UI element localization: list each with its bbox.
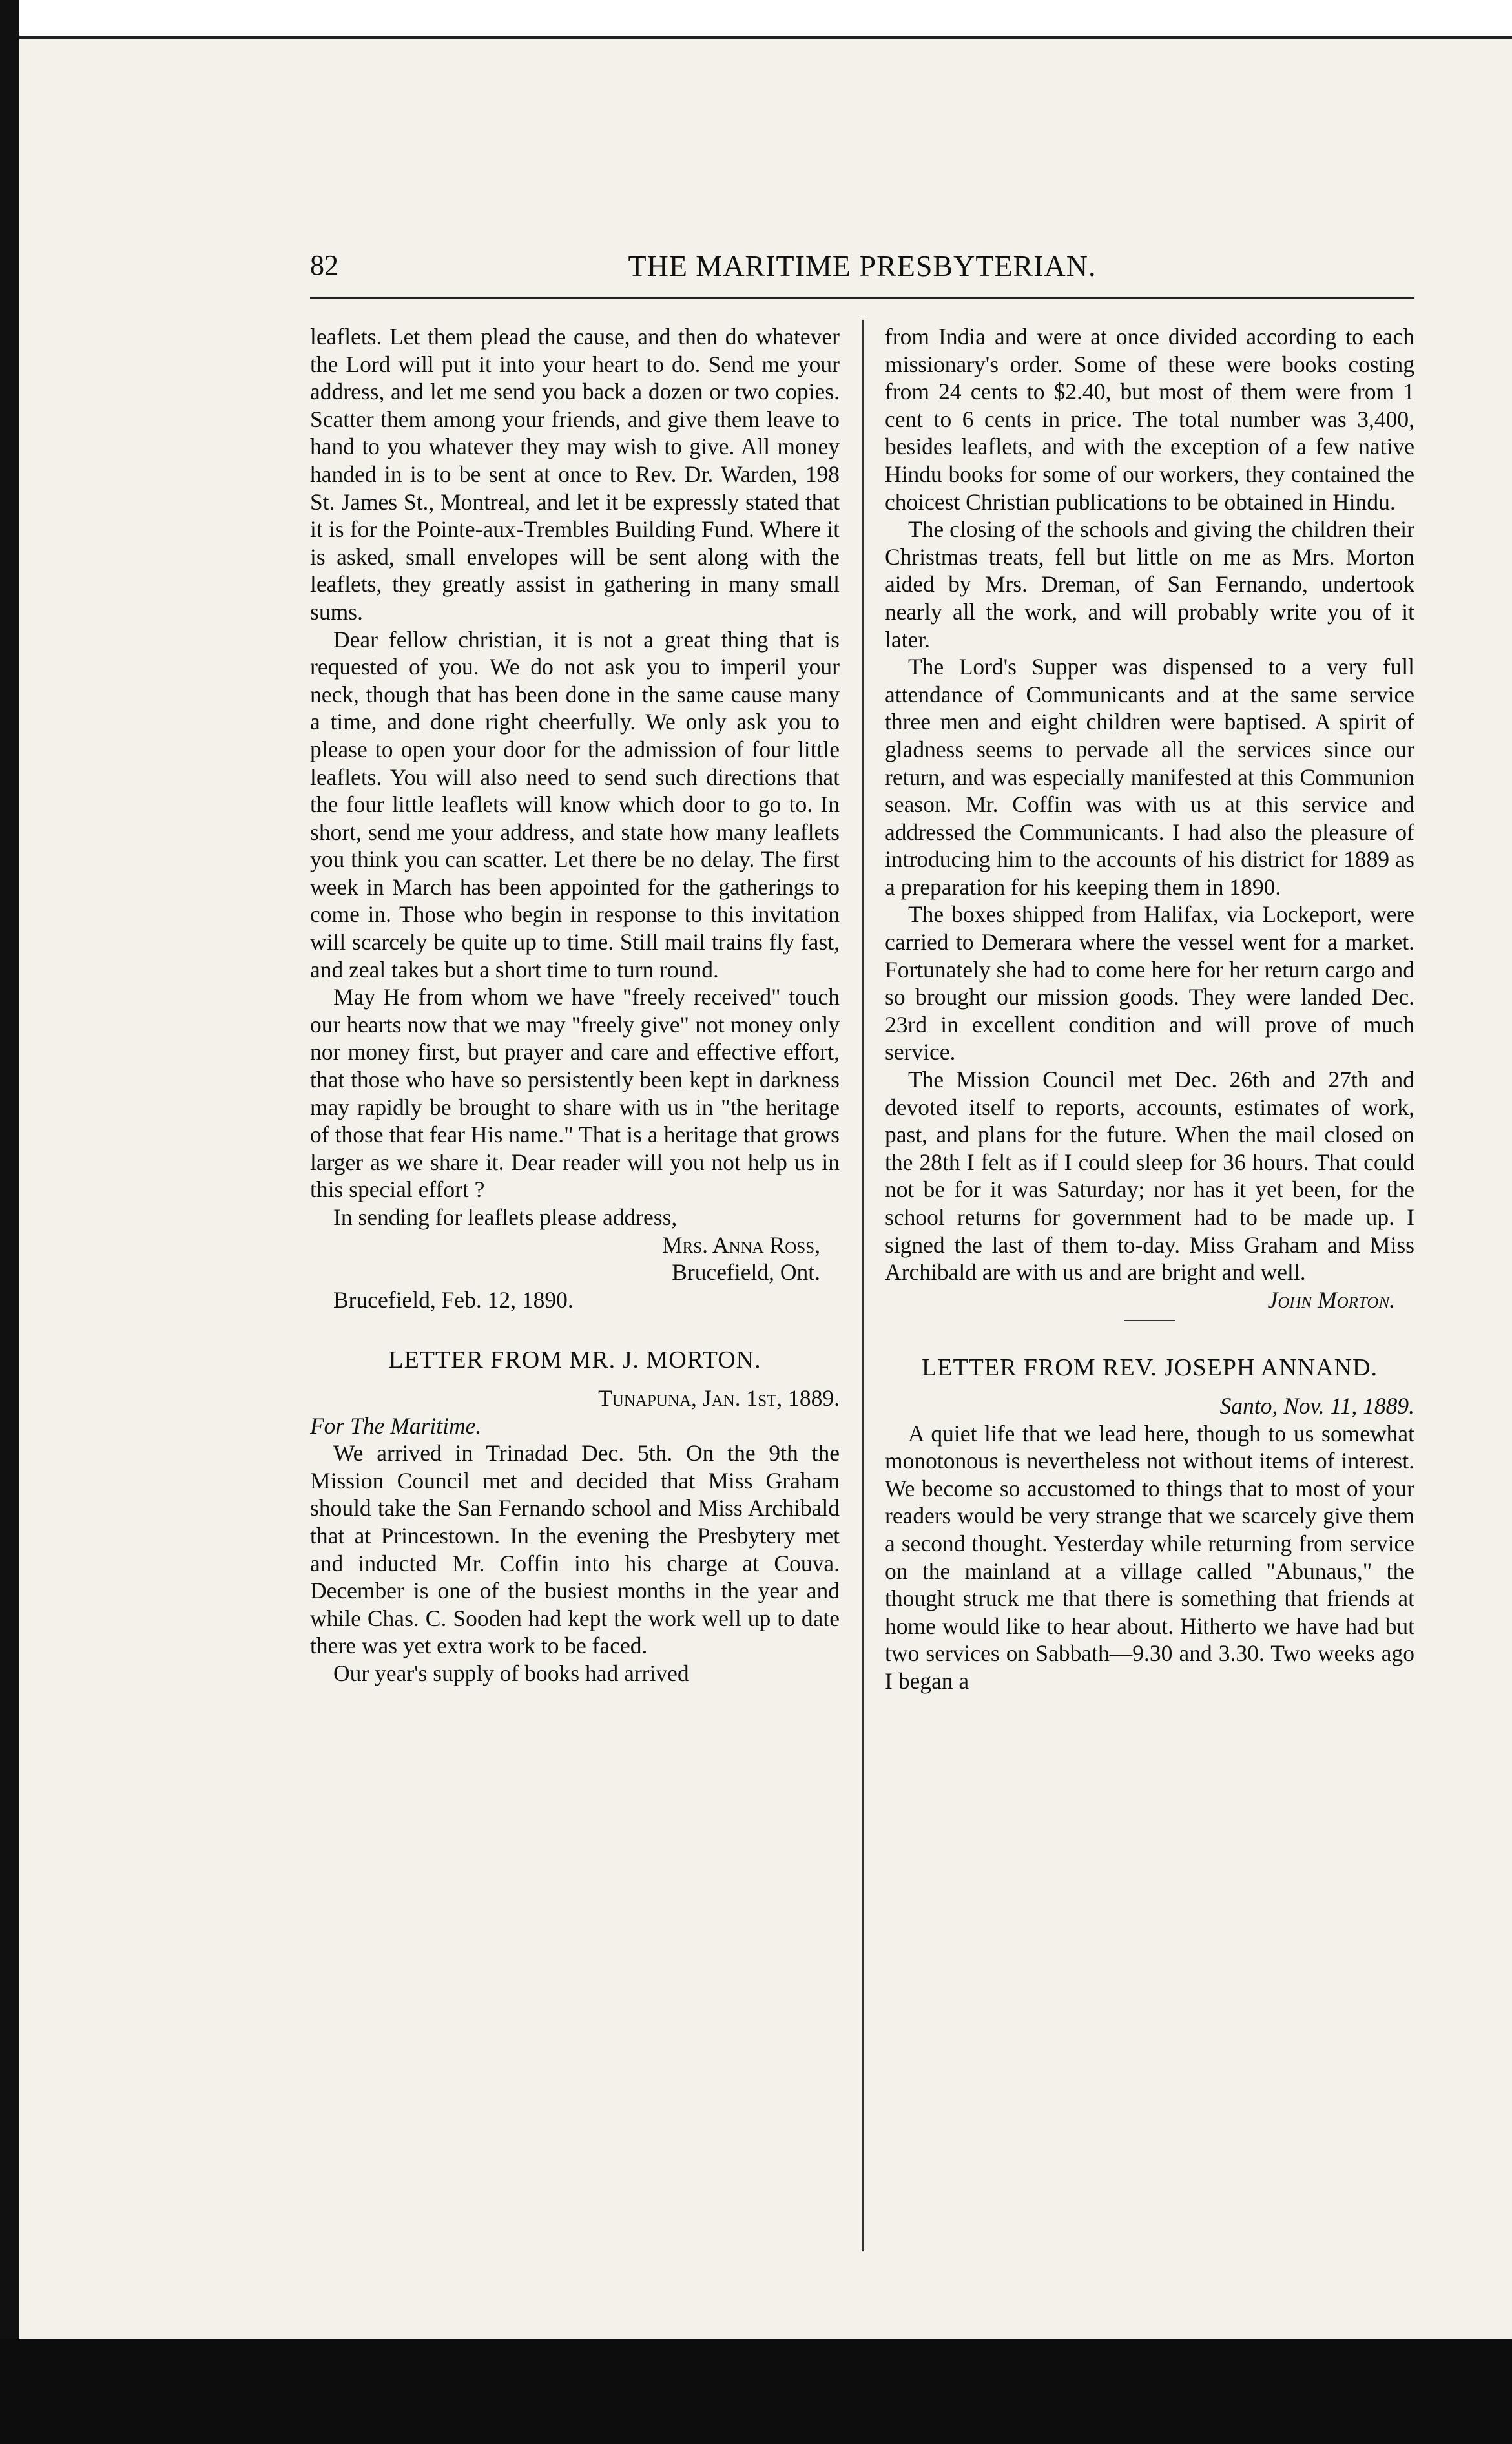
page-number: 82 (310, 249, 338, 281)
letter-dateline-morton: Tunapuna, Jan. 1st, 1889. (598, 1384, 840, 1411)
scan-top-edge (0, 0, 1512, 39)
annand-paragraph-1: A quiet life that we lead here, though to us somewhat monotonous is nevertheless not without items of interest. We become so accustomed to things that to most of your readers would be very strange that we scarcely give them a second thought. Yesterday while returning from service on the mainland at a village called "Abunaus," the thought struck me that there is something that friends at home would like to hear about. Hitherto we have had but two services on Sabbath—9.30 and 3.30. Two weeks ago I began a (885, 1420, 1414, 1694)
right-paragraph-4: The boxes shipped from Halifax, via Lockeport, were carried to Demerara where the vessel went for a market. Fortunately she had to come here for her return cargo and so brought our mission goods. They were landed Dec. 23rd in excellent condition and will prove of much service. (885, 901, 1414, 1065)
letter-heading-morton: LETTER FROM MR. J. MORTON. (388, 1346, 761, 1374)
signature-date: Brucefield, Feb. 12, 1890. (333, 1286, 574, 1313)
left-paragraph-2: Dear fellow christian, it is not a great thing that is requested of you. We do not ask you to imperil your neck, though that has been done in the same cause many a time, and done right cheerfully. We only ask you to please to open your door for the admission of four little leaflets. You will also need to send such directions that the four little leaflets will know which door to go to. In short, send me your address, and state how many leaflets you think you can scatter. Let there be no delay. The first week in March has been appointed for the gatherings to come in. Those who begin in response to this invitation will scarcely be quite up to time. Still mail trains fly fast, and zeal takes but a short time to turn round. (310, 626, 840, 983)
header-rule (310, 297, 1414, 299)
left-column (310, 323, 840, 1687)
scan-left-edge (0, 0, 19, 2444)
right-paragraph-3: The Lord's Supper was dispensed to a very full attendance of Communicants and at the same service three men and eight children were baptised. A spirit of gladness seems to pervade all the services since our return, and was especially manifested at this Communion season. Mr. Coffin was with us at this service and addressed the Communicants. I had also the pleasure of introducing him to the accounts of his district for 1889 as a preparation for his keeping them in 1890. (885, 654, 1414, 900)
signature-name: Mrs. Anna Ross, (661, 1231, 820, 1258)
morton-paragraph-1: We arrived in Trinadad Dec. 5th. On the 9th the Mission Council met and decided that Miss Graham should take the San Fernando school and Miss Archibald that at Princestown. In the evening the Presbytery met and inducted Mr. Coffin into his charge at Couva. December is one of the busiest months in the year and while Chas. C. Sooden had kept the work well up to date there was yet extra work to be faced. (310, 1440, 840, 1659)
letter-dateline-annand: Santo, Nov. 11, 1889. (1219, 1392, 1414, 1419)
scan-bottom-edge (0, 2339, 1512, 2444)
right-paragraph-1: from India and were at once divided according to each missionary's order. Some of these were books costing from 24 cents to $2.40, but most of them were from 1 cent to 6 cents in price. The total number was 3,400, besides leaflets, and with the exception of a few native Hindu books for some of our workers, they contained the choicest Christian publications to be obtained in Hindu. (885, 324, 1414, 515)
right-paragraph-5: The Mission Council met Dec. 26th and 27th and devoted itself to reports, accounts, estimates of work, past, and plans for the future. When the mail closed on the 28th I felt as if I could sleep for 36 hours. That could not be for it was Saturday; nor has it yet been, for the school returns for government had to be made up. I signed the last of them to-day. Miss Graham and Miss Archibald are with us and are bright and well. (885, 1067, 1414, 1286)
left-paragraph-4: In sending for leaflets please address, (333, 1204, 678, 1230)
column-divider (862, 320, 864, 2251)
letter-heading-annand: LETTER FROM REV. JOSEPH ANNAND. (922, 1354, 1378, 1382)
publication-title: THE MARITIME PRESBYTERIAN. (628, 249, 1097, 282)
signature-place: Brucefield, Ont. (672, 1259, 820, 1286)
left-paragraph-1: leaflets. Let them plead the cause, and then do whatever the Lord will put it into your heart to do. Send me your address, and let me send you back a dozen or two copies. Scatter them among your friends, and give them leave to hand to you whatever they may wish to give. All money handed in is to be sent at once to Rev. Dr. Warden, 198 St. James St., Montreal, and let it be expressly stated that it is for the Pointe-aux-Trembles Building Fund. Where it is asked, small envelopes will be sent along with the leaflets, they greatly assist in gathering in many small sums. (310, 324, 840, 625)
right-column (885, 323, 1414, 1695)
left-paragraph-3: May He from whom we have "freely received" touch our hearts now that we may "freely give" not money only nor money first, but prayer and care and effective effort, that those who have so persistently been kept in darkness may rapidly be brought to share with us in "the heritage of those that fear His name." That is a heritage that grows larger as we share it. Dear reader will you not help us in this special effort ? (310, 984, 840, 1203)
section-separator (1124, 1320, 1175, 1321)
page-header (310, 249, 1414, 287)
letter-for-line: For The Maritime. (310, 1412, 482, 1439)
right-paragraph-2: The closing of the schools and giving the children their Christmas treats, fell but little on me as Mrs. Morton aided by Mrs. Dreman, of San Fernando, undertook nearly all the work, and will probably write you of it later. (885, 516, 1414, 653)
morton-paragraph-2: Our year's supply of books had arrived (333, 1660, 689, 1686)
morton-signature: John Morton. (1267, 1286, 1395, 1313)
